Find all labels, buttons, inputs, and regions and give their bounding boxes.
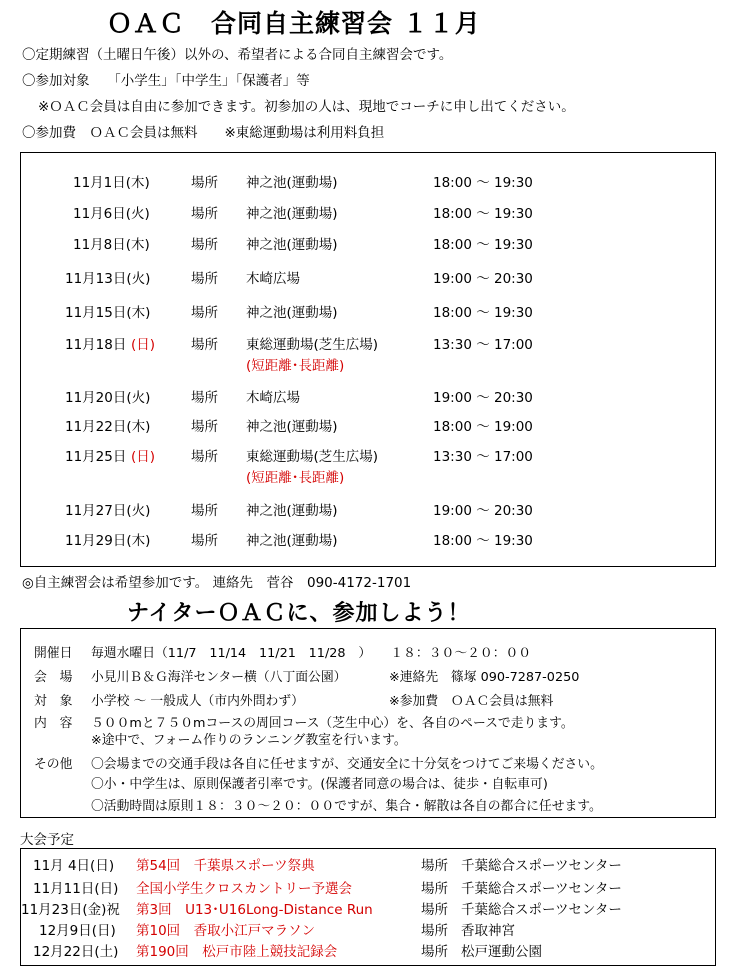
schedule-row (21, 386, 715, 404)
night-label: 対 象 (34, 694, 73, 709)
schedule-sunday: (日) (131, 449, 156, 465)
tournament-place: 香取神宮 (461, 923, 515, 939)
schedule-time: 18:00 ～ 19:30 (433, 305, 533, 321)
schedule-place-label: 場所 (191, 237, 218, 253)
night-label: その他 (34, 757, 73, 772)
schedule-place: 東総運動場(芝生広場) (246, 337, 379, 353)
schedule-place: 東総運動場(芝生広場) (246, 449, 379, 465)
contact-line: ◎自主練習会は希望参加です。 連絡先 菅谷 090-4172-1701 (22, 575, 412, 591)
tournament-place: 千葉総合スポーツセンター (461, 902, 622, 918)
intro-line-1: 〇定期練習（土曜日午後）以外の、希望者による合同自主練習会です。 (22, 47, 453, 63)
schedule-row (21, 267, 715, 285)
tournament-date: 11月23日(金)祝 (21, 902, 120, 918)
schedule-place-label: 場所 (191, 305, 218, 321)
schedule-row (21, 233, 715, 251)
schedule-time: 13:30 ～ 17:00 (433, 449, 533, 465)
night-box (20, 628, 716, 818)
schedule-place: 神之池(運動場) (246, 419, 338, 435)
schedule-row (21, 499, 715, 517)
intro-line-3: ※ＯＡＣ会員は自由に参加できます。初参加の人は、現地でコーチに申し出てください。 (38, 99, 575, 115)
night-row (21, 666, 715, 684)
schedule-date: 11月22日(木) (65, 419, 151, 435)
schedule-time: 19:00 ～ 20:30 (433, 271, 533, 287)
night-extra: ※連絡先 篠塚 090-7287-0250 (389, 670, 580, 685)
tournament-date: 11月11日(日) (33, 881, 119, 897)
schedule-time: 19:00 ～ 20:30 (433, 503, 533, 519)
tournament-row (21, 898, 715, 916)
schedule-row (21, 301, 715, 319)
schedule-date: 11月8日(木) (73, 237, 150, 253)
night-value: 〇会場までの交通手段は各自に任せますが、交通安全に十分気をつけてご来場ください。 (91, 757, 603, 772)
schedule-date: 11月25日 (65, 449, 127, 465)
night-value: ※途中で、フォーム作りのランニング教室を行います。 (91, 733, 407, 748)
night-row (21, 729, 715, 747)
schedule-place: 神之池(運動場) (246, 206, 338, 222)
schedule-time: 18:00 ～ 19:30 (433, 237, 533, 253)
tournament-place: 千葉総合スポーツセンター (461, 881, 622, 897)
tournament-place-label: 場所 (421, 881, 448, 897)
schedule-time: 18:00 ～ 19:30 (433, 533, 533, 549)
page-title: ＯＡＣ 合同自主練習会 １１月 (107, 9, 481, 38)
schedule-box (20, 152, 716, 567)
schedule-place-label: 場所 (191, 419, 218, 435)
tournament-event: 第3回 U13･U16Long-Distance Run (136, 902, 373, 918)
schedule-place-label: 場所 (191, 337, 218, 353)
intro-line-4: 〇参加費 ＯＡＣ会員は無料 ※東総運動場は利用料負担 (22, 125, 385, 141)
schedule-time: 18:00 ～ 19:30 (433, 175, 533, 191)
night-title: ナイターＯＡＣに、参加しよう！ (127, 601, 471, 626)
schedule-time: 18:00 ～ 19:00 (433, 419, 533, 435)
schedule-place: 神之池(運動場) (246, 305, 338, 321)
schedule-time: 13:30 ～ 17:00 (433, 337, 533, 353)
night-row (21, 773, 715, 791)
night-row (21, 642, 715, 660)
tournament-place-label: 場所 (421, 858, 448, 874)
night-value: 〇活動時間は原則１８：３０～２０：００ですが、集合・解散は各自の都合に任せます。 (91, 799, 602, 814)
schedule-date: 11月18日 (65, 337, 127, 353)
intro-line-2: 〇参加対象 「小学生」「中学生」「保護者」等 (22, 73, 310, 89)
tournament-row (21, 854, 715, 872)
schedule-place: 木崎広場 (246, 271, 300, 287)
schedule-place-label: 場所 (191, 503, 218, 519)
night-row (21, 712, 715, 730)
schedule-row (21, 445, 715, 486)
schedule-row (21, 171, 715, 189)
night-label: 内 容 (34, 716, 73, 731)
schedule-date: 11月15日(木) (65, 305, 151, 321)
night-value: 毎週水曜日（11/7 11/14 11/21 11/28 ） １８：３０～２０：００ (91, 646, 532, 661)
schedule-note: (短距離･長距離) (246, 358, 345, 374)
tournament-date: 11月 4日(日) (33, 858, 115, 874)
night-extra: ※参加費 ＯＡＣ会員は無料 (389, 694, 554, 709)
night-label: 開催日 (34, 646, 73, 661)
tournament-place-label: 場所 (421, 902, 448, 918)
tournament-event: 第54回 千葉県スポーツ祭典 (136, 858, 315, 874)
schedule-place: 神之池(運動場) (246, 175, 338, 191)
schedule-row (21, 415, 715, 433)
schedule-place-label: 場所 (191, 175, 218, 191)
night-row (21, 753, 715, 771)
tournament-row (21, 919, 715, 937)
tournament-event: 全国小学生クロスカントリー予選会 (136, 881, 352, 897)
schedule-place-label: 場所 (191, 390, 218, 406)
schedule-place: 神之池(運動場) (246, 237, 338, 253)
schedule-sunday: (日) (131, 337, 156, 353)
schedule-note: (短距離･長距離) (246, 470, 345, 486)
night-value: 小見川Ｂ＆Ｇ海洋センター横（八丁面公園） (91, 670, 347, 685)
tournaments-heading: 大会予定 (20, 832, 74, 848)
tournament-place: 松戸運動公園 (461, 944, 542, 960)
night-value: 〇小・中学生は、原則保護者引率です。(保護者同意の場合は、徒歩・自転車可) (91, 777, 548, 792)
night-row (21, 795, 715, 813)
night-row (21, 690, 715, 708)
schedule-place-label: 場所 (191, 449, 218, 465)
schedule-place-label: 場所 (191, 271, 218, 287)
night-value: ５００mと７５０mコースの周回コース（芝生中心）を、各自のペースで走ります。 (91, 716, 574, 731)
night-value: 小学校 ～ 一般成人（市内外問わず） (91, 694, 304, 709)
schedule-date: 11月6日(火) (73, 206, 150, 222)
schedule-date: 11月29日(木) (65, 533, 151, 549)
schedule-time: 18:00 ～ 19:30 (433, 206, 533, 222)
schedule-place-label: 場所 (191, 206, 218, 222)
schedule-date: 11月1日(木) (73, 175, 150, 191)
night-label: 会 場 (34, 670, 73, 685)
tournament-row (21, 940, 715, 958)
schedule-place-label: 場所 (191, 533, 218, 549)
tournament-place: 千葉総合スポーツセンター (461, 858, 622, 874)
tournament-date: 12月9日(日) (39, 923, 116, 939)
schedule-place: 神之池(運動場) (246, 533, 338, 549)
schedule-time: 19:00 ～ 20:30 (433, 390, 533, 406)
schedule-place: 木崎広場 (246, 390, 300, 406)
schedule-date: 11月13日(火) (65, 271, 151, 287)
tournament-place-label: 場所 (421, 944, 448, 960)
tournament-date: 12月22日(土) (33, 944, 119, 960)
schedule-row (21, 529, 715, 547)
schedule-row (21, 333, 715, 374)
tournament-event: 第190回 松戸市陸上競技記録会 (136, 944, 338, 960)
schedule-place: 神之池(運動場) (246, 503, 338, 519)
schedule-date: 11月20日(火) (65, 390, 151, 406)
tournament-event: 第10回 香取小江戸マラソン (136, 923, 316, 939)
schedule-row (21, 202, 715, 220)
tournament-row (21, 877, 715, 895)
schedule-date: 11月27日(火) (65, 503, 151, 519)
tournament-place-label: 場所 (421, 923, 448, 939)
tournaments-box (20, 848, 716, 966)
